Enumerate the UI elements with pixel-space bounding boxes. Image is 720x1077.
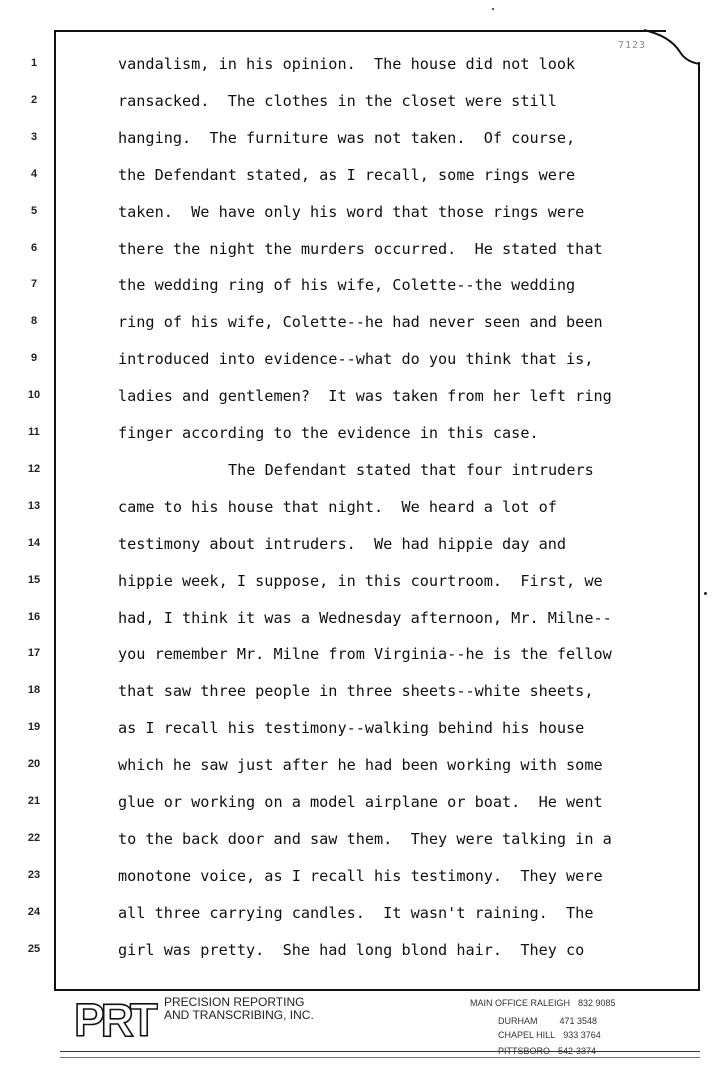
office-row bbox=[498, 1030, 601, 1040]
page-frame-top bbox=[54, 30, 666, 32]
office-name: MAIN OFFICE RALEIGH bbox=[470, 998, 571, 1008]
line-number: 5 bbox=[30, 205, 38, 217]
office-row bbox=[498, 1016, 597, 1026]
line-number: 13 bbox=[27, 500, 41, 512]
line-number: 3 bbox=[30, 131, 38, 143]
transcript-line: hanging. The furniture was not taken. Of course, bbox=[118, 129, 576, 147]
transcript-line: girl was pretty. She had long blond hair. They co bbox=[118, 941, 585, 959]
company-name-line1: PRECISION REPORTING bbox=[164, 995, 305, 1009]
line-number: 15 bbox=[27, 574, 41, 586]
line-number: 17 bbox=[27, 647, 41, 659]
transcript-line: you remember Mr. Milne from Virginia--he is the fellow bbox=[118, 645, 612, 663]
transcript-line: ransacked. The clothes in the closet were still bbox=[118, 92, 557, 110]
line-number: 2 bbox=[30, 94, 38, 106]
transcript-line: glue or working on a model airplane or boat. He went bbox=[118, 793, 603, 811]
transcript-line: which he saw just after he had been working with some bbox=[118, 756, 603, 774]
line-number: 11 bbox=[28, 426, 40, 438]
line-number: 4 bbox=[30, 168, 38, 180]
line-number: 16 bbox=[27, 611, 41, 623]
footer-rule bbox=[60, 1051, 700, 1052]
office-name: CHAPEL HILL bbox=[498, 1030, 556, 1040]
office-phone: 832 9085 bbox=[578, 998, 616, 1008]
transcript-line: finger according to the evidence in this case. bbox=[118, 424, 539, 442]
margin-page-note: 7123 bbox=[618, 40, 647, 51]
line-number: 6 bbox=[30, 242, 38, 254]
line-number: 20 bbox=[27, 758, 41, 770]
reporting-company-logo bbox=[70, 994, 158, 1042]
stray-mark bbox=[704, 592, 707, 595]
transcript-line: had, I think it was a Wednesday afternoon, Mr. Milne-- bbox=[118, 609, 612, 627]
company-name-line2: AND TRANSCRIBING, INC. bbox=[164, 1008, 314, 1022]
transcript-line: testimony about intruders. We had hippie day and bbox=[118, 535, 567, 553]
transcript-line: monotone voice, as I recall his testimony. They were bbox=[118, 867, 603, 885]
transcript-line: there the night the murders occurred. He stated that bbox=[118, 240, 603, 258]
transcript-line: to the back door and saw them. They were talking in a bbox=[118, 830, 612, 848]
transcript-line: hippie week, I suppose, in this courtroom. First, we bbox=[118, 572, 603, 590]
office-phone: 542-3374 bbox=[558, 1046, 597, 1056]
page-frame-right bbox=[698, 62, 700, 990]
line-number: 23 bbox=[27, 869, 41, 881]
office-name: DURHAM bbox=[498, 1016, 538, 1026]
line-number: 12 bbox=[27, 463, 41, 475]
transcript-line: vandalism, in his opinion. The house did not look bbox=[118, 55, 576, 73]
line-number: 25 bbox=[27, 943, 41, 955]
company-name bbox=[164, 996, 314, 1022]
transcript-line: The Defendant stated that four intruders bbox=[228, 461, 594, 479]
reporter-footer bbox=[0, 994, 720, 1077]
transcript-line: came to his house that night. We heard a lot of bbox=[118, 498, 557, 516]
line-number: 18 bbox=[27, 684, 41, 696]
line-number: 9 bbox=[30, 352, 38, 364]
office-phone: 933 3764 bbox=[563, 1030, 601, 1040]
logo-lettering: PRT bbox=[74, 994, 154, 1042]
transcript-line: taken. We have only his word that those rings were bbox=[118, 203, 585, 221]
transcript-line: as I recall his testimony--walking behind his house bbox=[118, 719, 585, 737]
transcript-line: introduced into evidence--what do you think that is, bbox=[118, 350, 594, 368]
footer-rule bbox=[60, 1057, 700, 1058]
office-phone: 471 3548 bbox=[559, 1016, 598, 1026]
line-number: 19 bbox=[27, 721, 41, 733]
line-number: 24 bbox=[27, 906, 41, 918]
line-number: 21 bbox=[27, 795, 41, 807]
transcript-line: all three carrying candles. It wasn't raining. The bbox=[118, 904, 594, 922]
transcript-line: the Defendant stated, as I recall, some rings were bbox=[118, 166, 576, 184]
stray-mark bbox=[492, 8, 494, 10]
office-row bbox=[470, 998, 616, 1008]
transcript-line: ring of his wife, Colette--he had never seen and been bbox=[118, 313, 603, 331]
page-frame-bottom bbox=[54, 989, 700, 991]
line-number: 8 bbox=[30, 315, 38, 327]
line-number: 14 bbox=[27, 537, 41, 549]
line-number: 22 bbox=[27, 832, 41, 844]
transcript-line: that saw three people in three sheets--white sheets, bbox=[118, 682, 594, 700]
line-number: 1 bbox=[30, 57, 38, 69]
line-number: 7 bbox=[30, 278, 38, 290]
transcript-line: ladies and gentlemen? It was taken from her left ring bbox=[118, 387, 612, 405]
office-name: PITTSBORO bbox=[498, 1046, 551, 1056]
page-frame-left bbox=[54, 30, 56, 990]
transcript-line: the wedding ring of his wife, Colette--the wedding bbox=[118, 276, 576, 294]
line-number: 10 bbox=[27, 389, 41, 401]
